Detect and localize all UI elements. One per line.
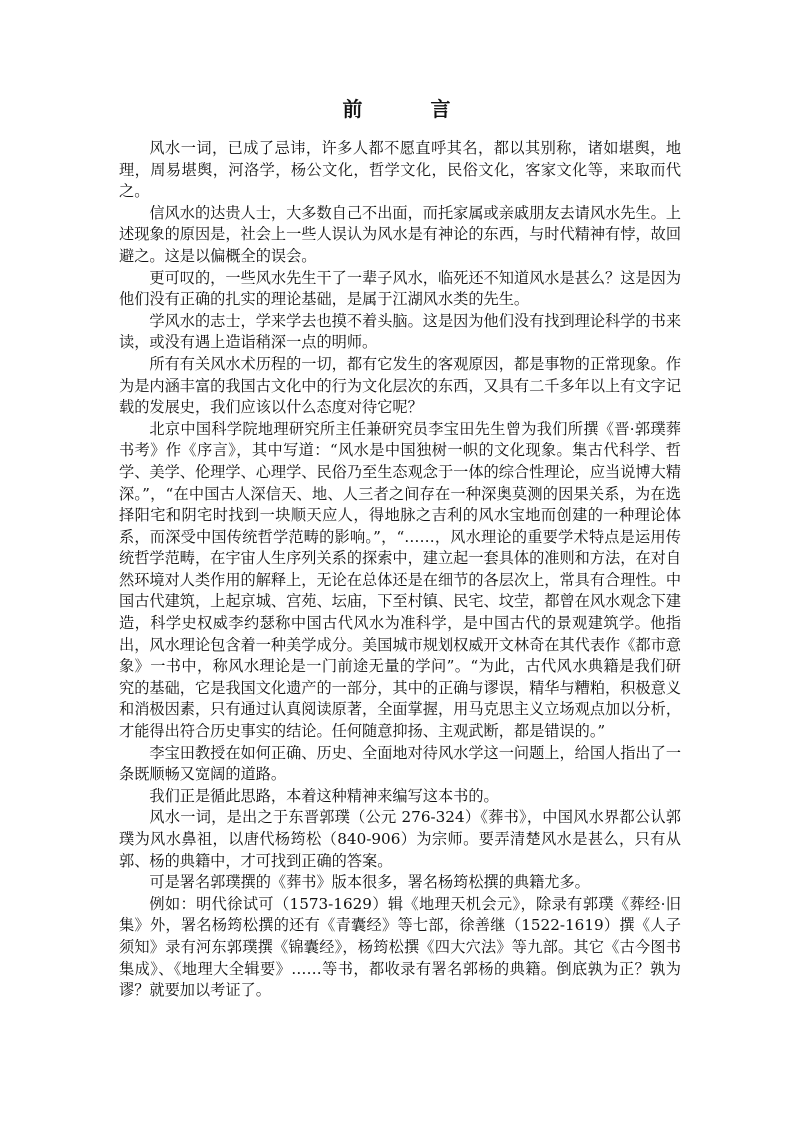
paragraph: 李宝田教授在如何正确、历史、全面地对待风水学这一问题上，给国人指出了一条既顺畅又宽阔的道路。 (119, 743, 681, 784)
body-text (119, 138, 681, 1002)
paragraph: 更可叹的，一些风水先生干了一辈子风水，临死还不知道风水是甚么？这是因为他们没有正确的扎实的理论基础，是属于江湖风水类的先生。 (119, 268, 681, 309)
paragraph: 可是署名郭璞撰的《葬书》版本很多，署名杨筠松撰的典籍尤多。 (149, 873, 590, 892)
paragraph: 学风水的志士，学来学去也摸不着头脑。这是因为他们没有找到理论科学的书来读，或没有遇上造诣稍深一点的明师。 (119, 311, 681, 352)
paragraph: 北京中国科学院地理研究所主任兼研究员李宝田先生曾为我们所撰《晋·郭璞葬书考》作《序言》，其中写道：“风水是中国独树一帜的文化现象。集古代科学、哲学、美学、伦理学、心理学、民俗乃至生态观念于一体的综合性理论，应当说博大精深。”，“在中国古人深信天、地、人三者之间存在一种深奥莫测的因果关系，为在选择阳宅和阴宅时找到一块顺天应人，得地脉之吉利的风水宝地而创建的一种理论体系，而深受中国传统哲学范畴的影响。”，“……，风水理论的重要学术特点是运用传统哲学范畴，在宇宙人生序列关系的探索中，建立起一套具体的准则和方法，在对自然环境对人类作用的解释上，无论在总体还是在细节的各层次上，常具有合理性。中国古代建筑，上起京城、宫苑、坛庙，下至村镇、民宅、坟茔，都曾在风水观念下建造，科学史权威李约瑟称中国古代风水为准科学，是中国古代的景观建筑学。他指出，风水理论包含着一种美学成分。美国城市规划权威开文林奇在其代表作《都市意象》一书中，称风水理论是一门前途无量的学问”。“为此，古代风水典籍是我们研究的基础，它是我国文化遗产的一部分，其中的正确与谬误，精华与糟粕，积极意义和消极因素，只有通过认真阅读原著，全面掌握，用马克思主义立场观点加以分析，才能得出符合历史事实的结论。任何随意抑扬、主观武断，都是错误的。” (119, 419, 681, 741)
paragraph: 所有有关风水术历程的一切，都有它发生的客观原因，都是事物的正常现象。作为是内涵丰富的我国古文化中的行为文化层次的东西，又具有二千多年以上有文字记载的发展史，我们应该以什么态度对待它呢？ (119, 354, 681, 417)
paragraph: 例如：明代徐试可（1573-1629）辑《地理天机会元》，除录有郭璞《葬经·旧集》外，署名杨筠松撰的还有《青囊经》等七部，徐善继（1522-1619）撰《人子须知》录有河东郭璞撰《锦囊经》，杨筠松撰《四大穴法》等九部。其它《古今图书集成》、《地理大全辑要》……等书，都收录有署名郭杨的典籍。倒底孰为正？孰为谬？就要加以考证了。 (119, 894, 681, 1000)
paragraph: 我们正是循此思路，本着这种精神来编写这本书的。 (149, 786, 499, 805)
paragraph: 风水一词，是出之于东晋郭璞（公元 276-324）《葬书》，中国风水界都公认郭璞为风水鼻祖，以唐代杨筠松（840-906）为宗师。要弄清楚风水是甚么，只有从郭、杨的典籍中，才可找到正确的答案。 (119, 808, 681, 870)
paragraph: 信风水的达贵人士，大多数自己不出面，而托家属或亲戚朋友去请风水先生。上述现象的原因是，社会上一些人误认为风水是有神论的东西，与时代精神有悖，故回避之。这是以偏概全的误会。 (119, 203, 681, 265)
page-title: 前 言 (342, 97, 475, 121)
paragraph: 风水一词，已成了忌讳，许多人都不愿直呼其名，都以其别称，诸如堪舆，地理，周易堪舆，河洛学，杨公文化，哲学文化，民俗文化，客家文化等，来取而代之。 (119, 139, 681, 201)
